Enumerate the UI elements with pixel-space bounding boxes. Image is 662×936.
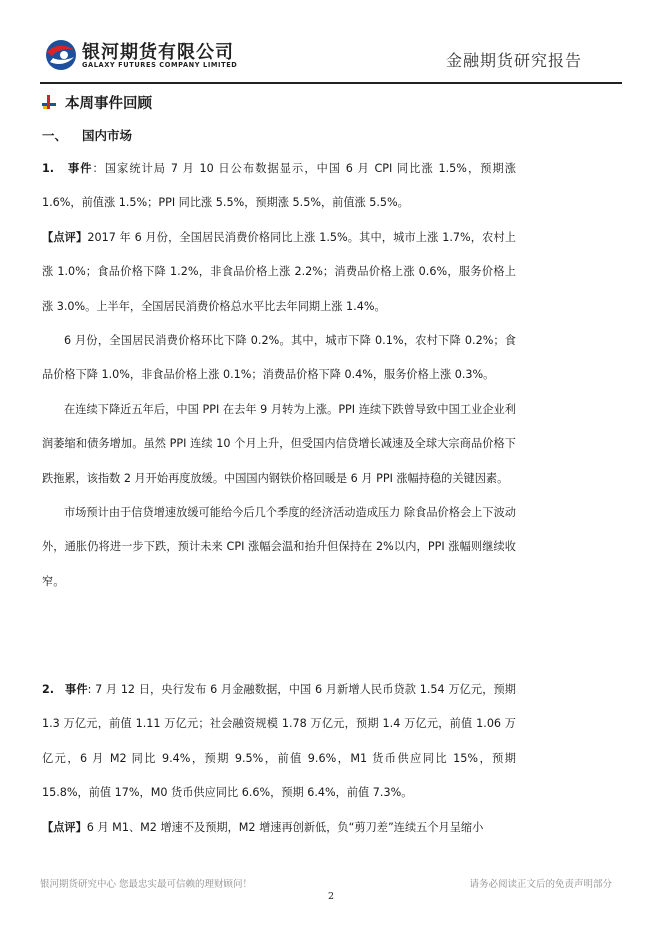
event-1-number: 1. [42, 162, 55, 175]
event-1-paragraph [42, 152, 516, 221]
event-1-comment-text: 2017 年 6 月份，全国居民消费价格同比上涨 1.5%。其中，城市上涨 1.7%，农村上涨 1.0%；食品价格下降 1.2%，非食品价格上涨 2.2%；消费品价格上涨 0.6%，服务价格上涨 3.0%。上半年，全国居民消费价格总水平比去年同期上涨 1.4%。 [42, 230, 516, 313]
footer-slogan: 银河期货研究中心 您最忠实最可信赖的理财顾问！ [40, 879, 253, 890]
event-1-paragraph-ppi: 在连续下降近五年后，中国 PPI 在去年 9 月转为上涨。PPI 连续下跌曾导致中国工业企业利润萎缩和债务增加。虽然 PPI 连续 10 个月上升，但受国内信贷增长减速及全球大宗商品价格下跌拖累，该指数 2 月开始再度放缓。中国国内钢铁价格回暖是 6 月 PPI 涨幅持稳的关键因素。 [42, 402, 516, 485]
event-2-label: 事件 [65, 683, 88, 696]
event-2-comment-text: 6 月 M1、M2 增速不及预期，M2 增速再创新低，负“剪刀差”连续五个月呈缩小 [86, 820, 484, 834]
sub-heading [42, 126, 132, 144]
event-1-paragraph-mom: 6 月份，全国居民消费价格环比下降 0.2%。其中，城市下降 0.1%，农村下降 0.2%；食品价格下降 1.0%，非食品价格上涨 0.1%；消费品价格下降 0.4%，服务价格上涨 0.3%。 [42, 334, 516, 382]
event-1-comment [42, 221, 516, 324]
event-2-number: 2. [42, 683, 55, 696]
event-2-paragraph [42, 673, 516, 811]
report-title: 金融期货研究报告 [445, 51, 582, 70]
sub-heading-number: 一、 [42, 128, 68, 143]
galaxy-logo-icon [44, 38, 78, 72]
event-1-paragraph-outlook: 市场预计由于信贷增速放缓可能给今后几个季度的经济活动造成压力 除食品价格会上下波动外，通胀仍将进一步下跌，预计未来 CPI 涨幅会温和抬升但保持在 2%以内，PPI 涨幅则继续收窄。 [42, 506, 516, 588]
section-title: 本周事件回顾 [65, 96, 152, 112]
footer-disclaimer: 请务必阅读正文后的免责声明部分 [469, 879, 612, 890]
header-divider [40, 82, 622, 84]
sub-heading-title: 国内市场 [82, 128, 133, 143]
event-1-comment-label: 【点评】 [42, 230, 88, 244]
section-bullet-icon [42, 95, 56, 109]
company-name-cn: 银河期货有限公司 [82, 42, 234, 63]
event-2-text: : 7 月 12 日，央行发布 6 月金融数据，中国 6 月新增人民币贷款 1.54 万亿元，预期 1.3 万亿元，前值 1.11 万亿元；社会融资规模 1.78 万亿元，预期 1.4 万亿元，前值 1.06 万亿元，6 月 M2 同比 9.4%，预期 9.5%，前值 9.6%，M1 货币供应同比 15%，预期 15.8%，前值 17%，M0 货币供应同比 6.6%，预期 6.4%，前值 7.3%。 [42, 683, 516, 800]
event-1-label: 事件 [67, 162, 93, 175]
company-name-en: GALAXY FUTURES COMPANY LIMITED [82, 61, 238, 69]
event-1-text: ：国家统计局 7 月 10 日公布数据显示，中国 6 月 CPI 同比涨 1.5%，预期涨 1.6%，前值涨 1.5%；PPI 同比涨 5.5%，预期涨 5.5%，前值涨 5.5%。 [42, 162, 516, 210]
page-number: 2 [327, 891, 335, 902]
event-2-block [42, 673, 516, 845]
company-logo [44, 38, 244, 74]
page-header [0, 0, 662, 90]
event-1-block [42, 152, 516, 599]
event-2-comment [42, 811, 516, 845]
event-2-comment-label: 【点评】 [42, 820, 87, 834]
